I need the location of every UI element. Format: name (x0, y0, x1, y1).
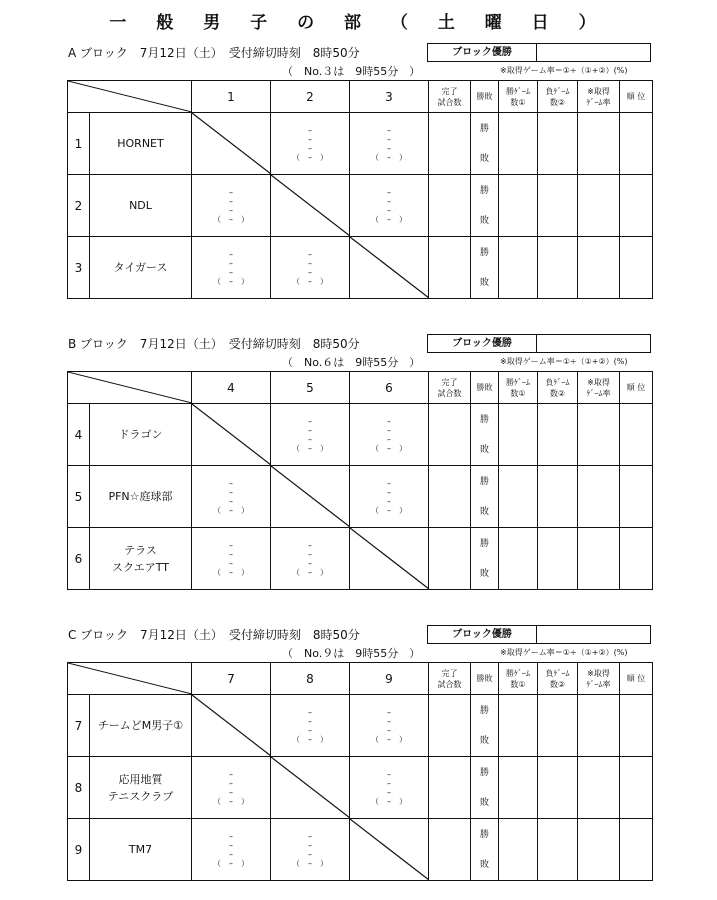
team-name: TM7 (90, 819, 192, 881)
lose-games-cell[interactable] (538, 237, 578, 299)
lose-mark: 敗 (479, 215, 489, 226)
column-number: 6 (350, 372, 429, 404)
score-paren: （ – ） (213, 276, 249, 286)
team-row (68, 175, 653, 237)
self-cell (271, 466, 350, 528)
win-loss-cell (471, 404, 499, 466)
score-paren: （ – ） (292, 276, 328, 286)
rank-cell[interactable] (620, 237, 653, 299)
score-dash: – (387, 487, 391, 497)
self-cell (350, 528, 429, 590)
block-subnote: （ No.３は 9時55分 ） (282, 65, 421, 78)
header-lose-games: 負ｹﾞｰﾑ 数② (538, 663, 578, 695)
header-lose-games: 負ｹﾞｰﾑ 数② (538, 81, 578, 113)
score-dash: – (387, 187, 391, 197)
game-rate-cell[interactable] (578, 757, 620, 819)
team-row (68, 819, 653, 881)
column-number: 7 (192, 663, 271, 695)
match-cell[interactable] (192, 528, 271, 590)
score-paren: （ – ） (371, 796, 407, 806)
team-name: PFN☆庭球部 (90, 466, 192, 528)
game-rate-cell[interactable] (578, 113, 620, 175)
team-name: ドラゴン (90, 404, 192, 466)
win-games-cell[interactable] (499, 695, 538, 757)
win-mark: 勝 (479, 414, 489, 425)
self-cell (350, 819, 429, 881)
header-game-rate: ※取得 ｹﾞｰﾑ率 (578, 663, 620, 695)
lose-games-cell[interactable] (538, 404, 578, 466)
score-paren: （ – ） (213, 796, 249, 806)
corner-cell (68, 372, 192, 404)
header-win-loss: 勝敗 (471, 663, 499, 695)
match-cell[interactable] (192, 819, 271, 881)
round-robin-table (67, 662, 653, 881)
win-games-cell[interactable] (499, 175, 538, 237)
match-cell[interactable] (350, 757, 429, 819)
score-dash: – (308, 134, 312, 144)
score-dash: – (308, 849, 312, 859)
column-number: 1 (192, 81, 271, 113)
match-cell[interactable] (350, 466, 429, 528)
block-winner-label: ブロック優勝 (428, 44, 537, 61)
score-paren: （ – ） (371, 214, 407, 224)
header-win-loss: 勝敗 (471, 372, 499, 404)
score-dash: – (229, 267, 233, 277)
win-games-cell[interactable] (499, 113, 538, 175)
header-row (68, 81, 653, 113)
score-dash: – (308, 425, 312, 435)
win-loss-cell (471, 757, 499, 819)
score-dash: – (308, 707, 312, 717)
score-dash: – (308, 716, 312, 726)
score-dash: – (229, 478, 233, 488)
lose-mark: 敗 (479, 444, 489, 455)
score-dash: – (308, 540, 312, 550)
match-cell[interactable] (271, 404, 350, 466)
score-dash: – (387, 707, 391, 717)
game-rate-cell[interactable] (578, 819, 620, 881)
win-mark: 勝 (479, 476, 489, 487)
score-dash: – (229, 196, 233, 206)
match-cell[interactable] (350, 175, 429, 237)
score-dash: – (387, 143, 391, 153)
header-game-rate: ※取得 ｹﾞｰﾑ率 (578, 372, 620, 404)
match-cell[interactable] (271, 528, 350, 590)
match-cell[interactable] (271, 695, 350, 757)
lose-games-cell[interactable] (538, 113, 578, 175)
block-winner-label: ブロック優勝 (428, 626, 537, 643)
lose-games-cell[interactable] (538, 175, 578, 237)
header-rank: 順 位 (620, 81, 653, 113)
header-done-matches: 完了 試合数 (429, 663, 471, 695)
done-matches-cell[interactable] (429, 528, 471, 590)
game-rate-cell[interactable] (578, 528, 620, 590)
score-paren: （ – ） (213, 505, 249, 515)
score-dash: – (387, 778, 391, 788)
team-name: 応用地質 テニスクラブ (90, 757, 192, 819)
match-cell[interactable] (350, 695, 429, 757)
lose-mark: 敗 (479, 859, 489, 870)
header-rank: 順 位 (620, 663, 653, 695)
score-dash: – (229, 549, 233, 559)
header-lose-games: 負ｹﾞｰﾑ 数② (538, 372, 578, 404)
team-number: 6 (68, 528, 90, 590)
score-dash: – (387, 716, 391, 726)
win-mark: 勝 (479, 247, 489, 258)
match-cell[interactable] (271, 237, 350, 299)
score-dash: – (387, 425, 391, 435)
header-win-games: 勝ｹﾞｰﾑ 数① (499, 372, 538, 404)
block-subnote: （ No.６は 9時55分 ） (282, 356, 421, 369)
block-winner-box (427, 43, 651, 62)
formula-note: ※取得ゲーム率＝①÷（①+②）(%) (500, 648, 628, 657)
column-number: 5 (271, 372, 350, 404)
lose-games-cell[interactable] (538, 528, 578, 590)
score-dash: – (229, 258, 233, 268)
score-dash: – (387, 134, 391, 144)
self-cell (271, 757, 350, 819)
team-name: NDL (90, 175, 192, 237)
score-paren: （ – ） (292, 443, 328, 453)
score-paren: （ – ） (213, 858, 249, 868)
lose-mark: 敗 (479, 153, 489, 164)
team-number: 2 (68, 175, 90, 237)
score-paren: （ – ） (292, 567, 328, 577)
win-games-cell[interactable] (499, 237, 538, 299)
done-matches-cell[interactable] (429, 404, 471, 466)
lose-mark: 敗 (479, 735, 489, 746)
win-loss-cell (471, 113, 499, 175)
score-paren: （ – ） (213, 567, 249, 577)
block-subnote: （ No.９は 9時55分 ） (282, 647, 421, 660)
score-paren: （ – ） (371, 505, 407, 515)
score-paren: （ – ） (371, 152, 407, 162)
game-rate-cell[interactable] (578, 404, 620, 466)
score-dash: – (308, 258, 312, 268)
win-loss-cell (471, 466, 499, 528)
block-winner-box (427, 625, 651, 644)
rank-cell[interactable] (620, 175, 653, 237)
score-paren: （ – ） (292, 152, 328, 162)
game-rate-cell[interactable] (578, 175, 620, 237)
score-dash: – (229, 540, 233, 550)
lose-games-cell[interactable] (538, 757, 578, 819)
win-mark: 勝 (479, 767, 489, 778)
done-matches-cell[interactable] (429, 113, 471, 175)
win-mark: 勝 (479, 123, 489, 134)
win-loss-cell (471, 695, 499, 757)
team-row (68, 695, 653, 757)
score-dash: – (229, 487, 233, 497)
header-done-matches: 完了 試合数 (429, 81, 471, 113)
team-row (68, 113, 653, 175)
win-loss-cell (471, 819, 499, 881)
score-dash: – (387, 205, 391, 215)
rank-cell[interactable] (620, 695, 653, 757)
round-robin-table (67, 371, 653, 590)
team-row (68, 466, 653, 528)
match-cell[interactable] (271, 113, 350, 175)
win-mark: 勝 (479, 705, 489, 716)
match-cell[interactable] (192, 466, 271, 528)
self-cell (192, 113, 271, 175)
header-win-games: 勝ｹﾞｰﾑ 数① (499, 663, 538, 695)
team-name: HORNET (90, 113, 192, 175)
score-paren: （ – ） (292, 734, 328, 744)
lose-mark: 敗 (479, 797, 489, 808)
corner-cell (68, 81, 192, 113)
score-dash: – (387, 416, 391, 426)
game-rate-cell[interactable] (578, 695, 620, 757)
match-cell[interactable] (192, 175, 271, 237)
block-winner-box (427, 334, 651, 353)
match-cell[interactable] (192, 757, 271, 819)
score-dash: – (308, 549, 312, 559)
score-dash: – (229, 187, 233, 197)
lose-games-cell[interactable] (538, 466, 578, 528)
team-name: タイガース (90, 237, 192, 299)
lose-games-cell[interactable] (538, 819, 578, 881)
column-number: 4 (192, 372, 271, 404)
formula-note: ※取得ゲーム率＝①÷（①+②）(%) (500, 357, 628, 366)
team-number: 1 (68, 113, 90, 175)
score-dash: – (229, 840, 233, 850)
win-mark: 勝 (479, 829, 489, 840)
score-dash: – (308, 725, 312, 735)
score-dash: – (308, 125, 312, 135)
score-paren: （ – ） (213, 214, 249, 224)
score-paren: （ – ） (371, 734, 407, 744)
rank-cell[interactable] (620, 819, 653, 881)
column-number: 3 (350, 81, 429, 113)
header-done-matches: 完了 試合数 (429, 372, 471, 404)
score-dash: – (308, 249, 312, 259)
block-winner-label: ブロック優勝 (428, 335, 537, 352)
win-games-cell[interactable] (499, 757, 538, 819)
win-games-cell[interactable] (499, 404, 538, 466)
formula-note: ※取得ゲーム率＝①÷（①+②）(%) (500, 66, 628, 75)
score-dash: – (229, 496, 233, 506)
self-cell (192, 695, 271, 757)
score-dash: – (387, 725, 391, 735)
team-row (68, 757, 653, 819)
team-row (68, 528, 653, 590)
win-loss-cell (471, 237, 499, 299)
score-dash: – (387, 496, 391, 506)
rank-cell[interactable] (620, 528, 653, 590)
done-matches-cell[interactable] (429, 466, 471, 528)
score-dash: – (308, 143, 312, 153)
win-loss-cell (471, 528, 499, 590)
header-row (68, 372, 653, 404)
game-rate-cell[interactable] (578, 237, 620, 299)
column-number: 2 (271, 81, 350, 113)
score-dash: – (229, 778, 233, 788)
score-dash: – (229, 831, 233, 841)
team-name: チームどM男子① (90, 695, 192, 757)
score-dash: – (387, 434, 391, 444)
score-dash: – (308, 434, 312, 444)
score-dash: – (387, 787, 391, 797)
self-cell (271, 175, 350, 237)
header-game-rate: ※取得 ｹﾞｰﾑ率 (578, 81, 620, 113)
match-cell[interactable] (192, 237, 271, 299)
rank-cell[interactable] (620, 466, 653, 528)
lose-mark: 敗 (479, 277, 489, 288)
team-number: 8 (68, 757, 90, 819)
done-matches-cell[interactable] (429, 695, 471, 757)
team-row (68, 404, 653, 466)
score-dash: – (387, 769, 391, 779)
match-cell[interactable] (271, 819, 350, 881)
score-dash: – (229, 249, 233, 259)
team-number: 7 (68, 695, 90, 757)
lose-games-cell[interactable] (538, 695, 578, 757)
score-dash: – (308, 558, 312, 568)
score-paren: （ – ） (371, 443, 407, 453)
team-row (68, 237, 653, 299)
score-paren: （ – ） (292, 858, 328, 868)
self-cell (192, 404, 271, 466)
corner-cell (68, 663, 192, 695)
score-dash: – (387, 125, 391, 135)
header-win-loss: 勝敗 (471, 81, 499, 113)
done-matches-cell[interactable] (429, 237, 471, 299)
team-name: テラス スクエアTT (90, 528, 192, 590)
game-rate-cell[interactable] (578, 466, 620, 528)
rank-cell[interactable] (620, 404, 653, 466)
header-rank: 順 位 (620, 372, 653, 404)
round-robin-table (67, 80, 653, 299)
score-dash: – (308, 416, 312, 426)
score-dash: – (229, 849, 233, 859)
win-loss-cell (471, 175, 499, 237)
lose-mark: 敗 (479, 506, 489, 517)
score-dash: – (387, 196, 391, 206)
win-games-cell[interactable] (499, 819, 538, 881)
header-win-games: 勝ｹﾞｰﾑ 数① (499, 81, 538, 113)
win-mark: 勝 (479, 538, 489, 549)
score-dash: – (387, 478, 391, 488)
self-cell (350, 237, 429, 299)
team-number: 5 (68, 466, 90, 528)
match-cell[interactable] (350, 404, 429, 466)
done-matches-cell[interactable] (429, 175, 471, 237)
score-dash: – (229, 205, 233, 215)
score-dash: – (308, 267, 312, 277)
score-dash: – (229, 787, 233, 797)
win-games-cell[interactable] (499, 528, 538, 590)
done-matches-cell[interactable] (429, 819, 471, 881)
team-number: 9 (68, 819, 90, 881)
score-dash: – (229, 769, 233, 779)
rank-cell[interactable] (620, 113, 653, 175)
win-mark: 勝 (479, 185, 489, 196)
block-heading: C ブロック 7月12日（土） 受付締切時刻 8時50分 (68, 628, 360, 642)
lose-mark: 敗 (479, 568, 489, 579)
header-row (68, 663, 653, 695)
win-games-cell[interactable] (499, 466, 538, 528)
score-dash: – (308, 840, 312, 850)
rank-cell[interactable] (620, 757, 653, 819)
score-dash: – (308, 831, 312, 841)
score-dash: – (229, 558, 233, 568)
match-cell[interactable] (350, 113, 429, 175)
block-heading: A ブロック 7月12日（土） 受付締切時刻 8時50分 (68, 46, 360, 60)
block-heading: B ブロック 7月12日（土） 受付締切時刻 8時50分 (68, 337, 360, 351)
done-matches-cell[interactable] (429, 757, 471, 819)
column-number: 8 (271, 663, 350, 695)
column-number: 9 (350, 663, 429, 695)
page-title: 一 般 男 子 の 部 （ 土 曜 日 ） (109, 13, 608, 33)
team-number: 4 (68, 404, 90, 466)
team-number: 3 (68, 237, 90, 299)
